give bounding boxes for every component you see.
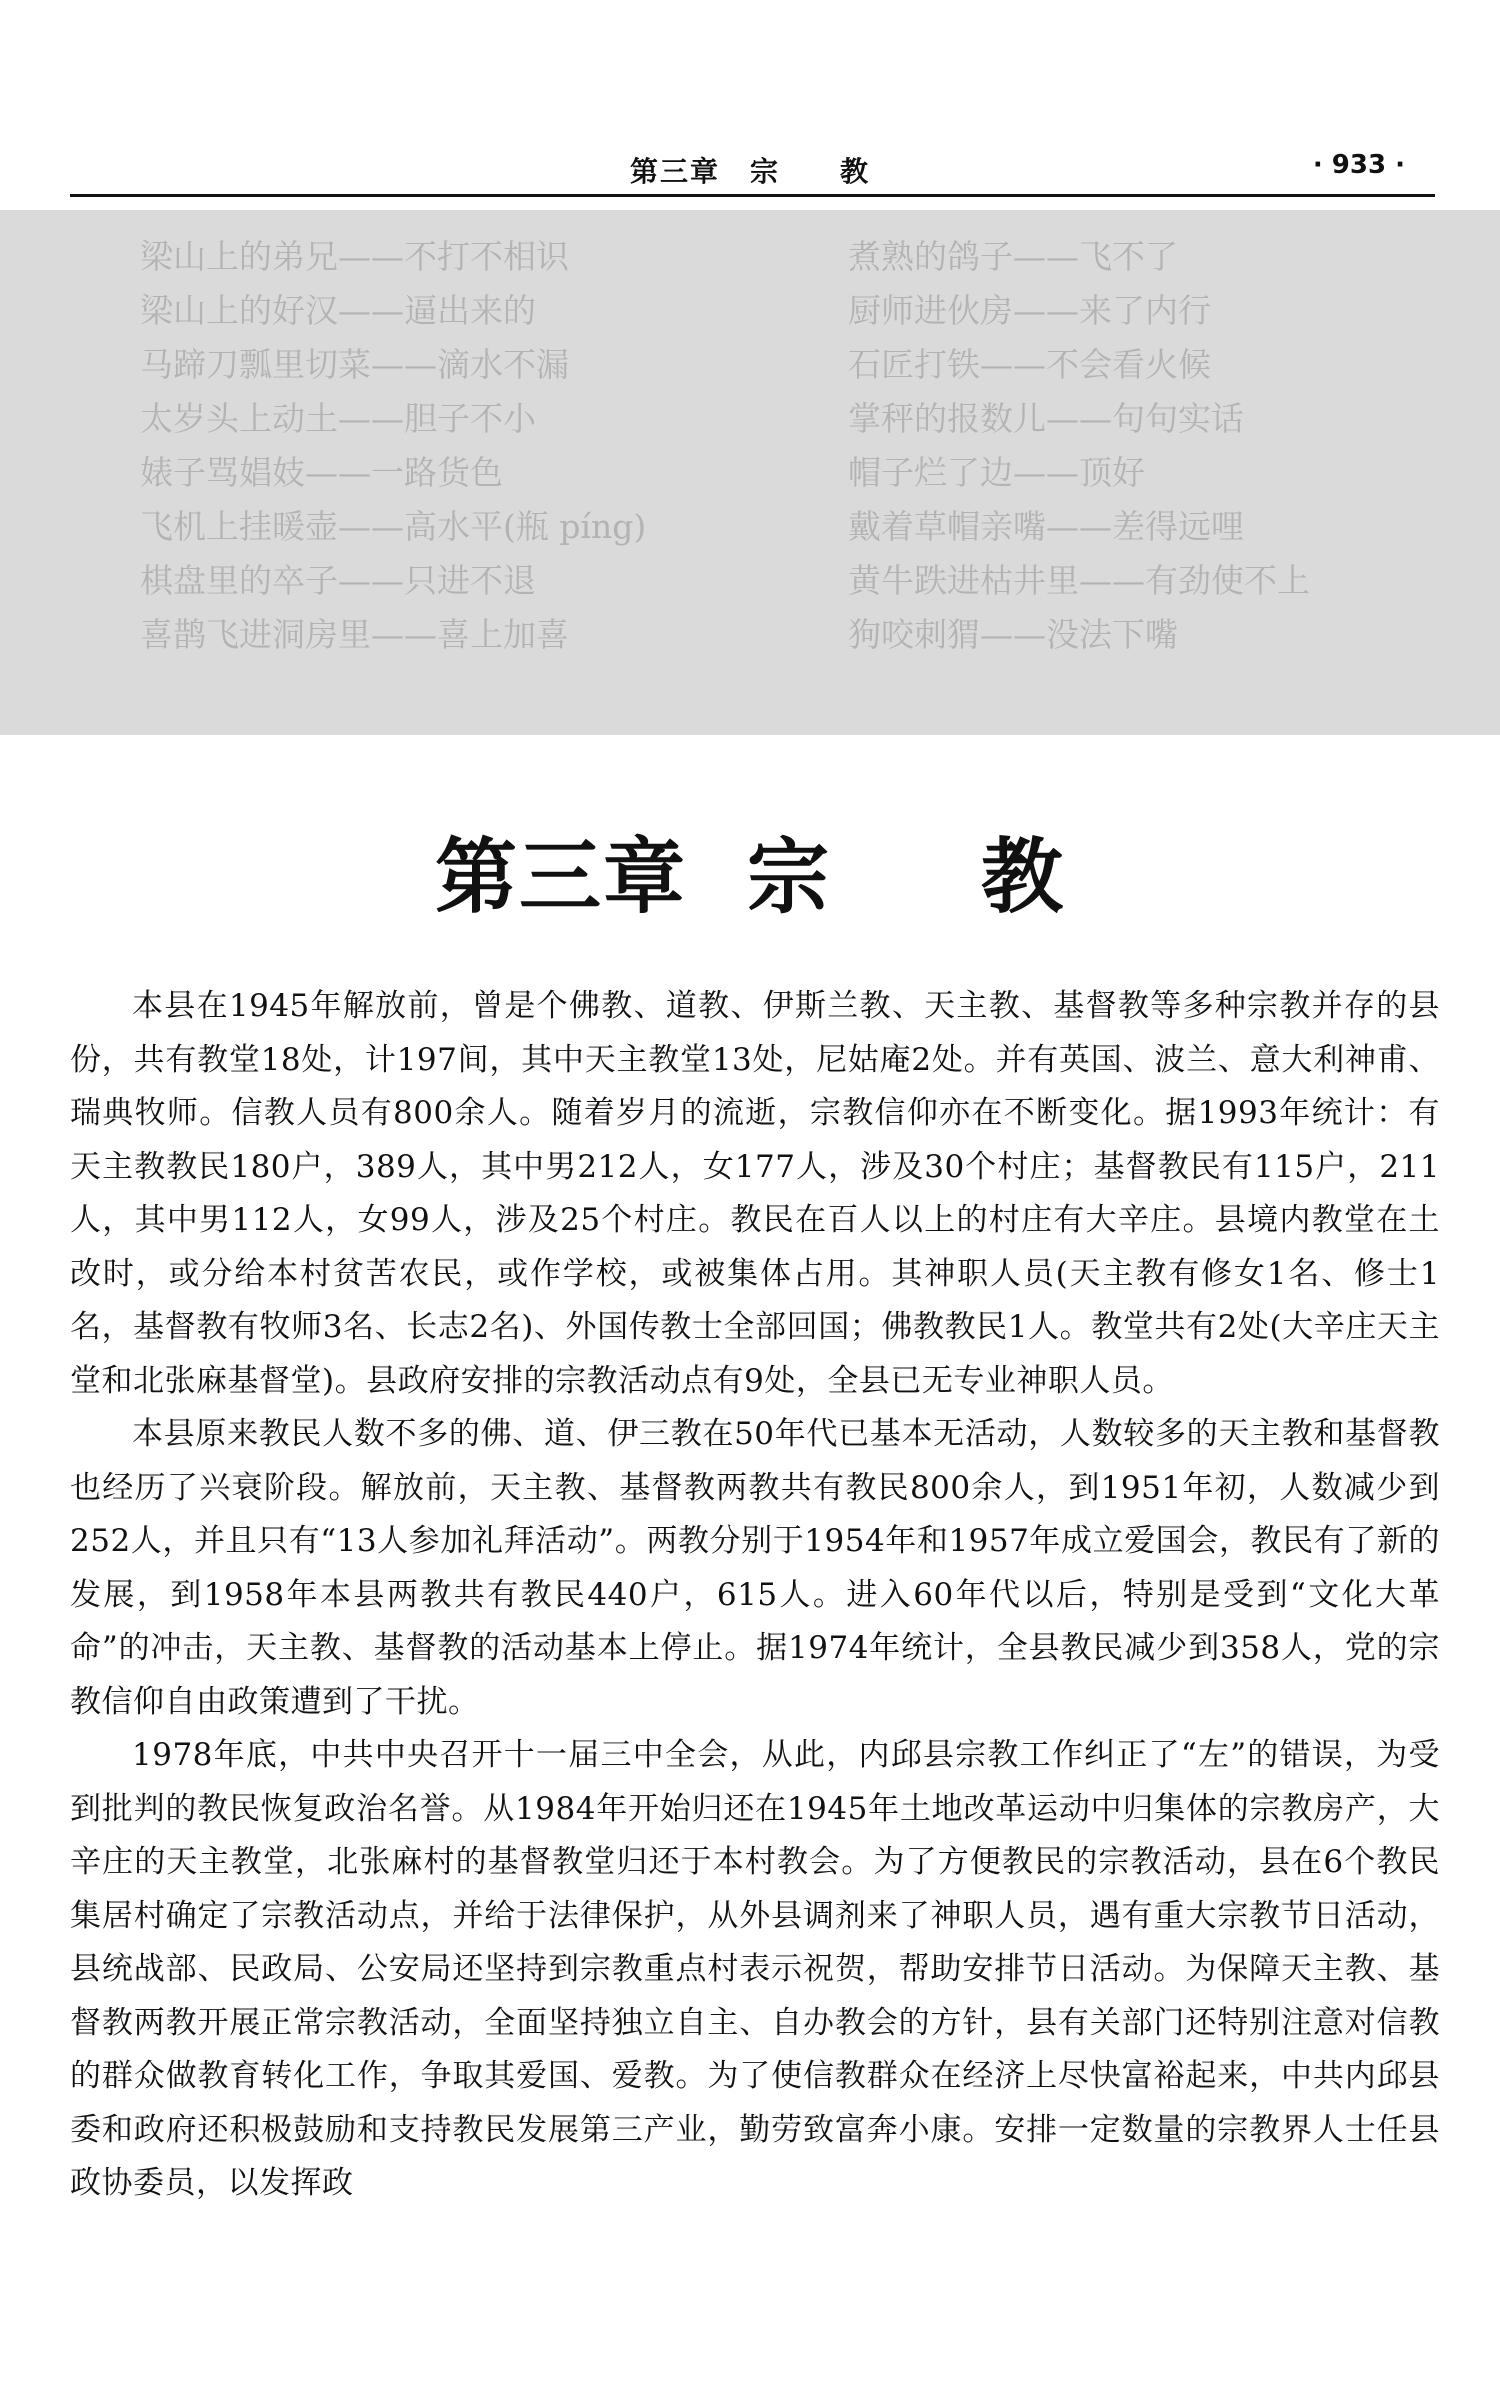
running-header-chapter: 第三章 宗 教: [630, 155, 871, 188]
body-text: [70, 980, 1440, 2211]
proverb-item: 掌秤的报数儿——句句实话: [848, 399, 1244, 438]
proverb-item: 梁山上的好汉——逼出来的: [140, 291, 536, 330]
proverb-list-continued: [0, 210, 1500, 735]
proverb-item: 梁山上的弟兄——不打不相识: [140, 237, 569, 276]
proverb-item: 婊子骂娼妓——一路货色: [140, 453, 503, 492]
paragraph: 1978年底，中共中央召开十一届三中全会，从此，内邱县宗教工作纠正了“左”的错误，为受到批判的教民恢复政治名誉。从1984年开始归还在1945年土地改革运动中归集体的宗教房产，大辛庄的天主教堂，北张麻村的基督教堂归还于本村教会。为了方便教民的宗教活动，县在6个教民集居村确定了宗教活动点，并给于法律保护，从外县调剂来了神职人员，遇有重大宗教节日活动，县统战部、民政局、公安局还坚持到宗教重点村表示祝贺，帮助安排节日活动。为保障天主教、基督教两教开展正常宗教活动，全面坚持独立自主、自办教会的方针，县有关部门还特别注意对信教的群众做教育转化工作，争取其爱国、爱教。为了使信教群众在经济上尽快富裕起来，中共内邱县委和政府还积极鼓励和支持教民发展第三产业，勤劳致富奔小康。安排一定数量的宗教界人士任县政协委员，以发挥政: [70, 1737, 1440, 2201]
paragraph: 本县原来教民人数不多的佛、道、伊三教在50年代已基本无活动，人数较多的天主教和基督教也经历了兴衰阶段。解放前，天主教、基督教两教共有教民800余人，到1951年初，人数减少到252人，并且只有“13人参加礼拜活动”。两教分别于1954年和1957年成立爱国会，教民有了新的发展，到1958年本县两教共有教民440户，615人。进入60年代以后，特别是受到“文化大革命”的冲击，天主教、基督教的活动基本上停止。据1974年统计，全县教民减少到358人，党的宗教信仰自由政策遭到了干扰。: [70, 1416, 1440, 1720]
proverb-item: 黄牛跌进枯井里——有劲使不上: [848, 561, 1310, 600]
proverb-item: 棋盘里的卒子——只进不退: [140, 561, 536, 600]
chapter-title: [0, 812, 1500, 929]
proverb-column-right: [848, 230, 1310, 662]
proverb-item: 马蹄刀瓢里切菜——滴水不漏: [140, 345, 569, 384]
paragraph: 本县在1945年解放前，曾是个佛教、道教、伊斯兰教、天主教、基督教等多种宗教并存的县份，共有教堂18处，计197间，其中天主教堂13处，尼姑庵2处。并有英国、波兰、意大利神甫、瑞典牧师。信教人员有800余人。随着岁月的流逝，宗教信仰亦在不断变化。据1993年统计：有天主教教民180户，389人，其中男212人，女177人，涉及30个村庄；基督教民有115户，211人，其中男112人，女99人，涉及25个村庄。教民在百人以上的村庄有大辛庄。县境内教堂在土改时，或分给本村贫苦农民，或作学校，或被集体占用。其神职人员(天主教有修女1名、修士1名，基督教有牧师3名、长志2名)、外国传教士全部回国；佛教教民1人。教堂共有2处(大辛庄天主堂和北张麻基督堂)。县政府安排的宗教活动点有9处，全县已无专业神职人员。: [70, 988, 1440, 1399]
proverb-item: 喜鹊飞进洞房里——喜上加喜: [140, 615, 569, 654]
proverb-item: 狗咬刺猬——没法下嘴: [848, 615, 1178, 654]
proverb-item: 厨师进伙房——来了内行: [848, 291, 1211, 330]
proverb-item: 煮熟的鸽子——飞不了: [848, 237, 1178, 276]
proverb-item: 帽子烂了边——顶好: [848, 453, 1145, 492]
proverb-item: 石匠打铁——不会看火候: [848, 345, 1211, 384]
proverb-item: 飞机上挂暖壶——高水平(瓶 píng): [140, 507, 647, 546]
chapter-title-word-2: 教: [981, 830, 1066, 925]
proverb-column-left: [140, 230, 646, 662]
page-number: · 933 ·: [1312, 150, 1405, 180]
chapter-title-number: 第三章: [434, 830, 687, 925]
chapter-title-word-1: 宗: [746, 830, 831, 925]
running-header: [70, 140, 1435, 197]
proverb-item: 戴着草帽亲嘴——差得远哩: [848, 507, 1244, 546]
proverb-item: 太岁头上动土——胆子不小: [140, 399, 536, 438]
